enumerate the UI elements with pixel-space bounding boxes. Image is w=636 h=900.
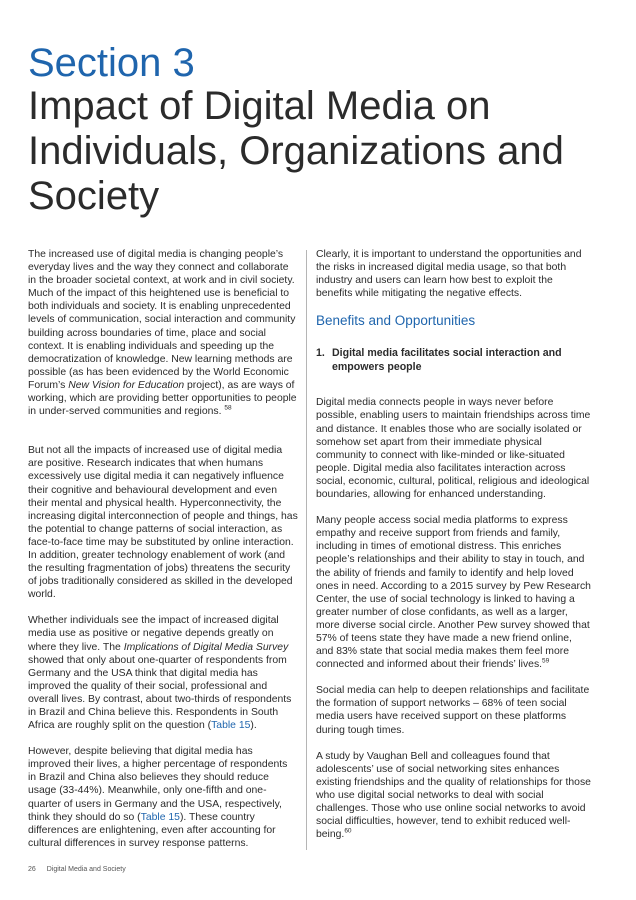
page-footer	[28, 866, 135, 873]
paragraph	[28, 248, 298, 418]
publication-name: Digital Media and Society	[46, 866, 126, 873]
footnote-ref[interactable]: 58	[224, 404, 232, 412]
text-run: Many people access social media platforms to express empathy and receive support from friends and family, including in times of emotional distress. This enriches people’s relationships and their ability to stay in touch, and the ability of friends and family to identify and help loved ones in need. According to a 2015 survey by Pew Research Center, the use of social technology is linked to having a greater number of close confidants, as well as a larger, more diverse social circle. Another Pew survey showed that 57% of teens state they have made a new friend online, and 83% state that social media makes them feel more connected and informed about their friends’ lives.	[316, 515, 591, 671]
page-title: Impact of Digital Media on Individuals, Organizations and Society	[28, 84, 564, 218]
paragraph	[316, 514, 592, 671]
text-run: ). These country differences are enlightening, even after accounting for cultural differences in survey response patterns.	[28, 811, 276, 849]
text-run: A study by Vaughan Bell and colleagues found that adolescents’ use of social networking sites enhances existing friendships and the quality of relationships for those who use digital social networks to deal with social challenges. Those who use online social networks to avoid social difficulties, however, tend to exhibit reduced well-being.	[316, 750, 591, 841]
italic-title: Implications of Digital Media Survey	[123, 641, 289, 653]
paragraph	[316, 750, 592, 842]
table-link[interactable]: Table 15	[211, 720, 251, 732]
right-column	[316, 248, 592, 854]
page-number: 26	[28, 866, 36, 873]
footnote-ref[interactable]: 60	[344, 827, 352, 835]
paragraph: Social media can help to deepen relationships and facilitate the formation of support networks – 68% of teen social media users have received support on these platforms during tough times.	[316, 685, 590, 736]
item-heading: Digital media facilitates social interaction and empowers people	[332, 347, 562, 373]
table-link[interactable]: Table 15	[140, 811, 180, 823]
text-run: project), as are ways of working, which are providing better opportunities to people in under-served communities and regions.	[28, 379, 297, 418]
text-run: Whether individuals see the impact of increased digital media use as positive or negative depends greatly on where they live. The	[28, 615, 279, 653]
text-run: ).	[250, 720, 257, 732]
footnote-ref[interactable]: 59	[542, 657, 550, 665]
paragraph	[28, 614, 298, 732]
left-column	[28, 248, 298, 863]
text-run: The increased use of digital media is changing people’s everyday lives and the way they connect and collaborate in the broader societal context, at work and in civil society. Much of the impact of this heightened use is beneficial to both individuals and society. It is enabling unprecedented levels of communication, social interaction and community building across boundaries of time, place and social context. It is enabling individuals and speeding up the democratization of knowledge. New learning methods are possible (as has been evidenced by the World Economic Forum’s	[28, 249, 296, 391]
item-number: 1.	[316, 347, 325, 360]
subheading: Benefits and Opportunities	[316, 313, 476, 329]
paragraph: Digital media connects people in ways never before possible, enabling users to maintain friendships across time and distance. It enables those who are socially isolated or somehow set apart from their immediate physical community to connect with like-minded or like-situated people. Digital media also facilitates interaction across social, economic, cultural, political, religious and ideological boundaries, allowing for enhanced understanding.	[316, 397, 591, 501]
numbered-heading	[316, 347, 592, 374]
text-run: However, despite believing that digital media has improved their lives, a higher percentage of respondents in Brazil and China also believes they should reduce usage (33-44%). Meanwhile, only one-fifth and one-quarter of users in Germany and the USA, respectively, think they should do so (	[28, 746, 288, 823]
paragraph: Clearly, it is important to understand the opportunities and the risks in increased digital media usage, so that both industry and users can learn how best to exploit the benefits while mitigating the negative effects.	[316, 249, 582, 300]
paragraph	[28, 745, 298, 850]
text-run: showed that only about one-quarter of respondents from Germany and the USA think that digital media has improved the quality of their social, professional and overall lives. By contrast, about two-thirds of respondents in Brazil and China believe this. Respondents in South Africa are roughly split on the question (	[28, 654, 292, 732]
italic-title: New Vision for Education	[68, 379, 185, 391]
section-label: Section 3	[28, 41, 195, 85]
column-divider	[306, 250, 307, 850]
paragraph: But not all the impacts of increased use of digital media are positive. Research indicates that when humans excessively use digital media it can negatively influence their cognitive and behavioural development and even their mental and physical health. Hyperconnectivity, the increasing digital interconnection of people and things, has the potential to change patterns of social interaction, as face-to-face time may be substituted by online interaction. In addition, greater technology enablement of work (and the resulting fragmentation of jobs) threatens the security of jobs traditionally considered as skilled in the developed world.	[28, 445, 298, 601]
